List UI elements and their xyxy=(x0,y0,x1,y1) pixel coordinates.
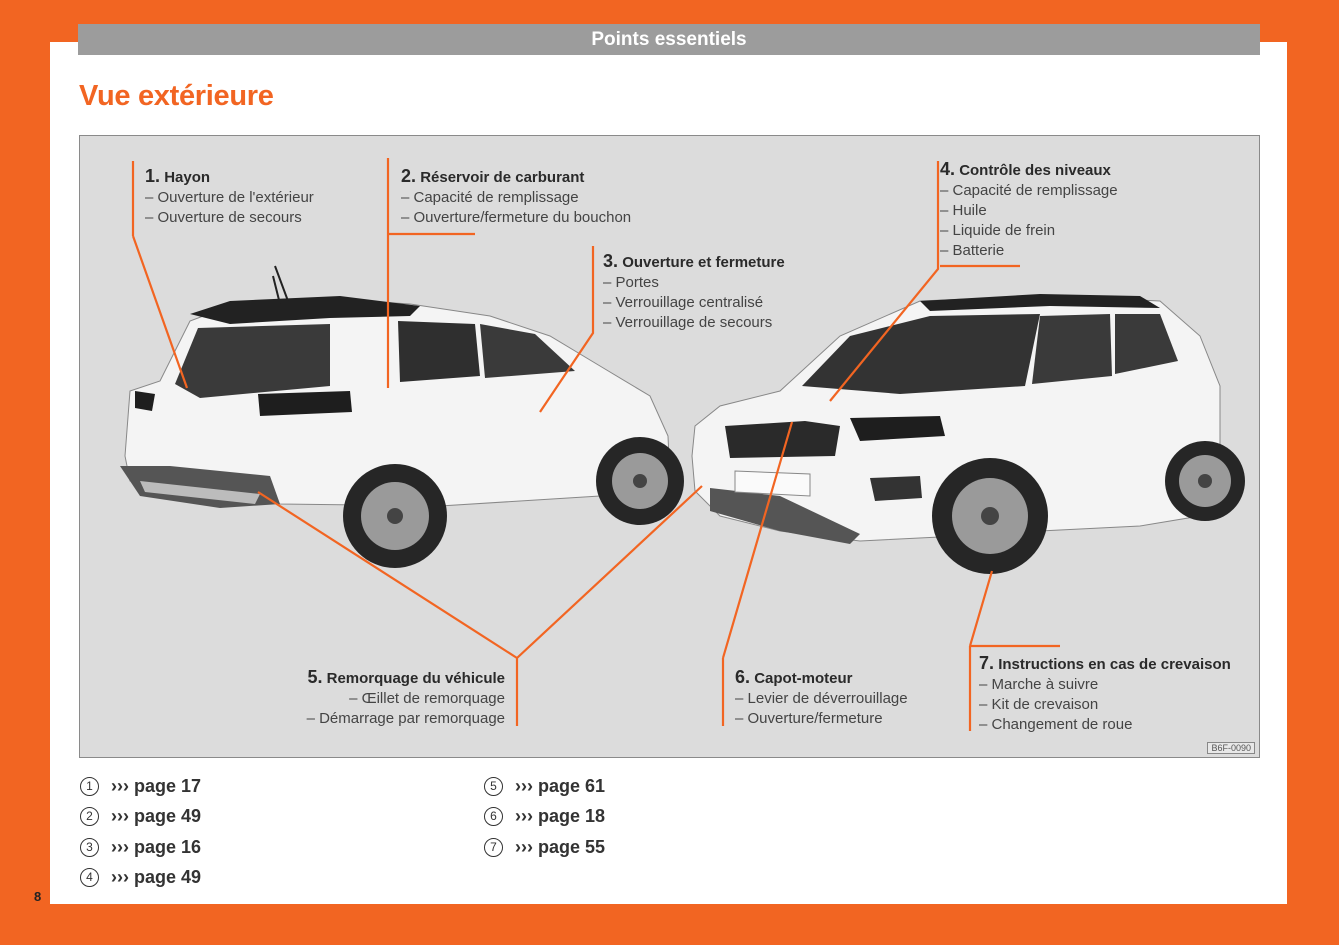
label-ouverture xyxy=(603,251,785,333)
reference-link[interactable]: ››› page 61 xyxy=(515,775,606,796)
label-item: – Verrouillage de secours xyxy=(603,314,773,331)
label-title: Instructions en cas de crevaison xyxy=(998,656,1231,673)
reference-item[interactable] xyxy=(80,771,201,802)
label-number: 7. xyxy=(979,653,995,673)
reference-link[interactable]: ››› page 18 xyxy=(515,806,606,827)
reference-link[interactable]: ››› page 55 xyxy=(515,836,606,857)
reference-link[interactable]: ››› page 17 xyxy=(111,775,202,796)
label-hayon xyxy=(145,166,314,228)
label-number: 6. xyxy=(735,667,751,687)
front-car-image xyxy=(692,294,1245,574)
label-remorquage xyxy=(307,667,505,729)
exterior-figure xyxy=(79,135,1260,758)
label-title: Hayon xyxy=(164,169,211,186)
label-title: Réservoir de carburant xyxy=(420,169,585,186)
label-item: – Démarrage par remorquage xyxy=(306,710,505,727)
circled-number: 3 xyxy=(80,838,99,857)
reference-item[interactable] xyxy=(80,832,201,863)
circled-number: 6 xyxy=(484,807,503,826)
reference-item[interactable] xyxy=(80,863,201,894)
references-col-1 xyxy=(80,771,201,893)
label-reservoir xyxy=(401,166,631,228)
label-item: – Changement de roue xyxy=(979,716,1133,733)
circled-number: 1 xyxy=(80,777,99,796)
label-title: Remorquage du véhicule xyxy=(326,670,505,687)
label-item: – Capacité de remplissage xyxy=(940,182,1118,199)
label-title: Contrôle des niveaux xyxy=(959,162,1111,179)
label-item: – Marche à suivre xyxy=(979,676,1099,693)
label-item: – Huile xyxy=(940,202,987,219)
label-number: 1. xyxy=(145,166,161,186)
reference-link[interactable]: ››› page 49 xyxy=(111,806,202,827)
label-number: 4. xyxy=(940,159,956,179)
reference-item[interactable] xyxy=(484,802,605,833)
rear-car-image xyxy=(120,266,684,568)
label-item: – Liquide de frein xyxy=(940,222,1056,239)
figure-code: B6F-0090 xyxy=(1207,742,1255,754)
label-capot xyxy=(735,667,908,729)
section-header: Points essentiels xyxy=(78,24,1260,55)
page-number: 8 xyxy=(34,889,42,904)
label-item: – Verrouillage centralisé xyxy=(603,294,764,311)
label-crevaison xyxy=(979,653,1231,735)
circled-number: 2 xyxy=(80,807,99,826)
circled-number: 4 xyxy=(80,868,99,887)
label-title: Ouverture et fermeture xyxy=(622,254,785,271)
label-title: Capot-moteur xyxy=(754,670,853,687)
label-item: – Capacité de remplissage xyxy=(401,189,579,206)
reference-link[interactable]: ››› page 16 xyxy=(111,836,202,857)
label-item: – Ouverture/fermeture du bouchon xyxy=(401,209,632,226)
page-title: Vue extérieure xyxy=(79,80,274,112)
reference-item[interactable] xyxy=(484,771,605,802)
label-niveaux xyxy=(940,159,1118,261)
label-number: 5. xyxy=(307,667,323,687)
label-item: – Ouverture/fermeture xyxy=(735,710,883,727)
label-item: – Portes xyxy=(603,274,659,291)
label-item: – Ouverture de secours xyxy=(145,209,302,226)
circled-number: 5 xyxy=(484,777,503,796)
reference-link[interactable]: ››› page 49 xyxy=(111,867,202,888)
label-item: – Œillet de remorquage xyxy=(349,690,505,707)
label-item: – Ouverture de l'extérieur xyxy=(145,189,314,206)
label-item: – Batterie xyxy=(940,242,1005,259)
label-number: 3. xyxy=(603,251,619,271)
label-number: 2. xyxy=(401,166,417,186)
label-item: – Levier de déverrouillage xyxy=(735,690,908,707)
reference-item[interactable] xyxy=(80,802,201,833)
circled-number: 7 xyxy=(484,838,503,857)
reference-item[interactable] xyxy=(484,832,605,863)
label-item: – Kit de crevaison xyxy=(979,696,1099,713)
references-col-2 xyxy=(484,771,605,863)
